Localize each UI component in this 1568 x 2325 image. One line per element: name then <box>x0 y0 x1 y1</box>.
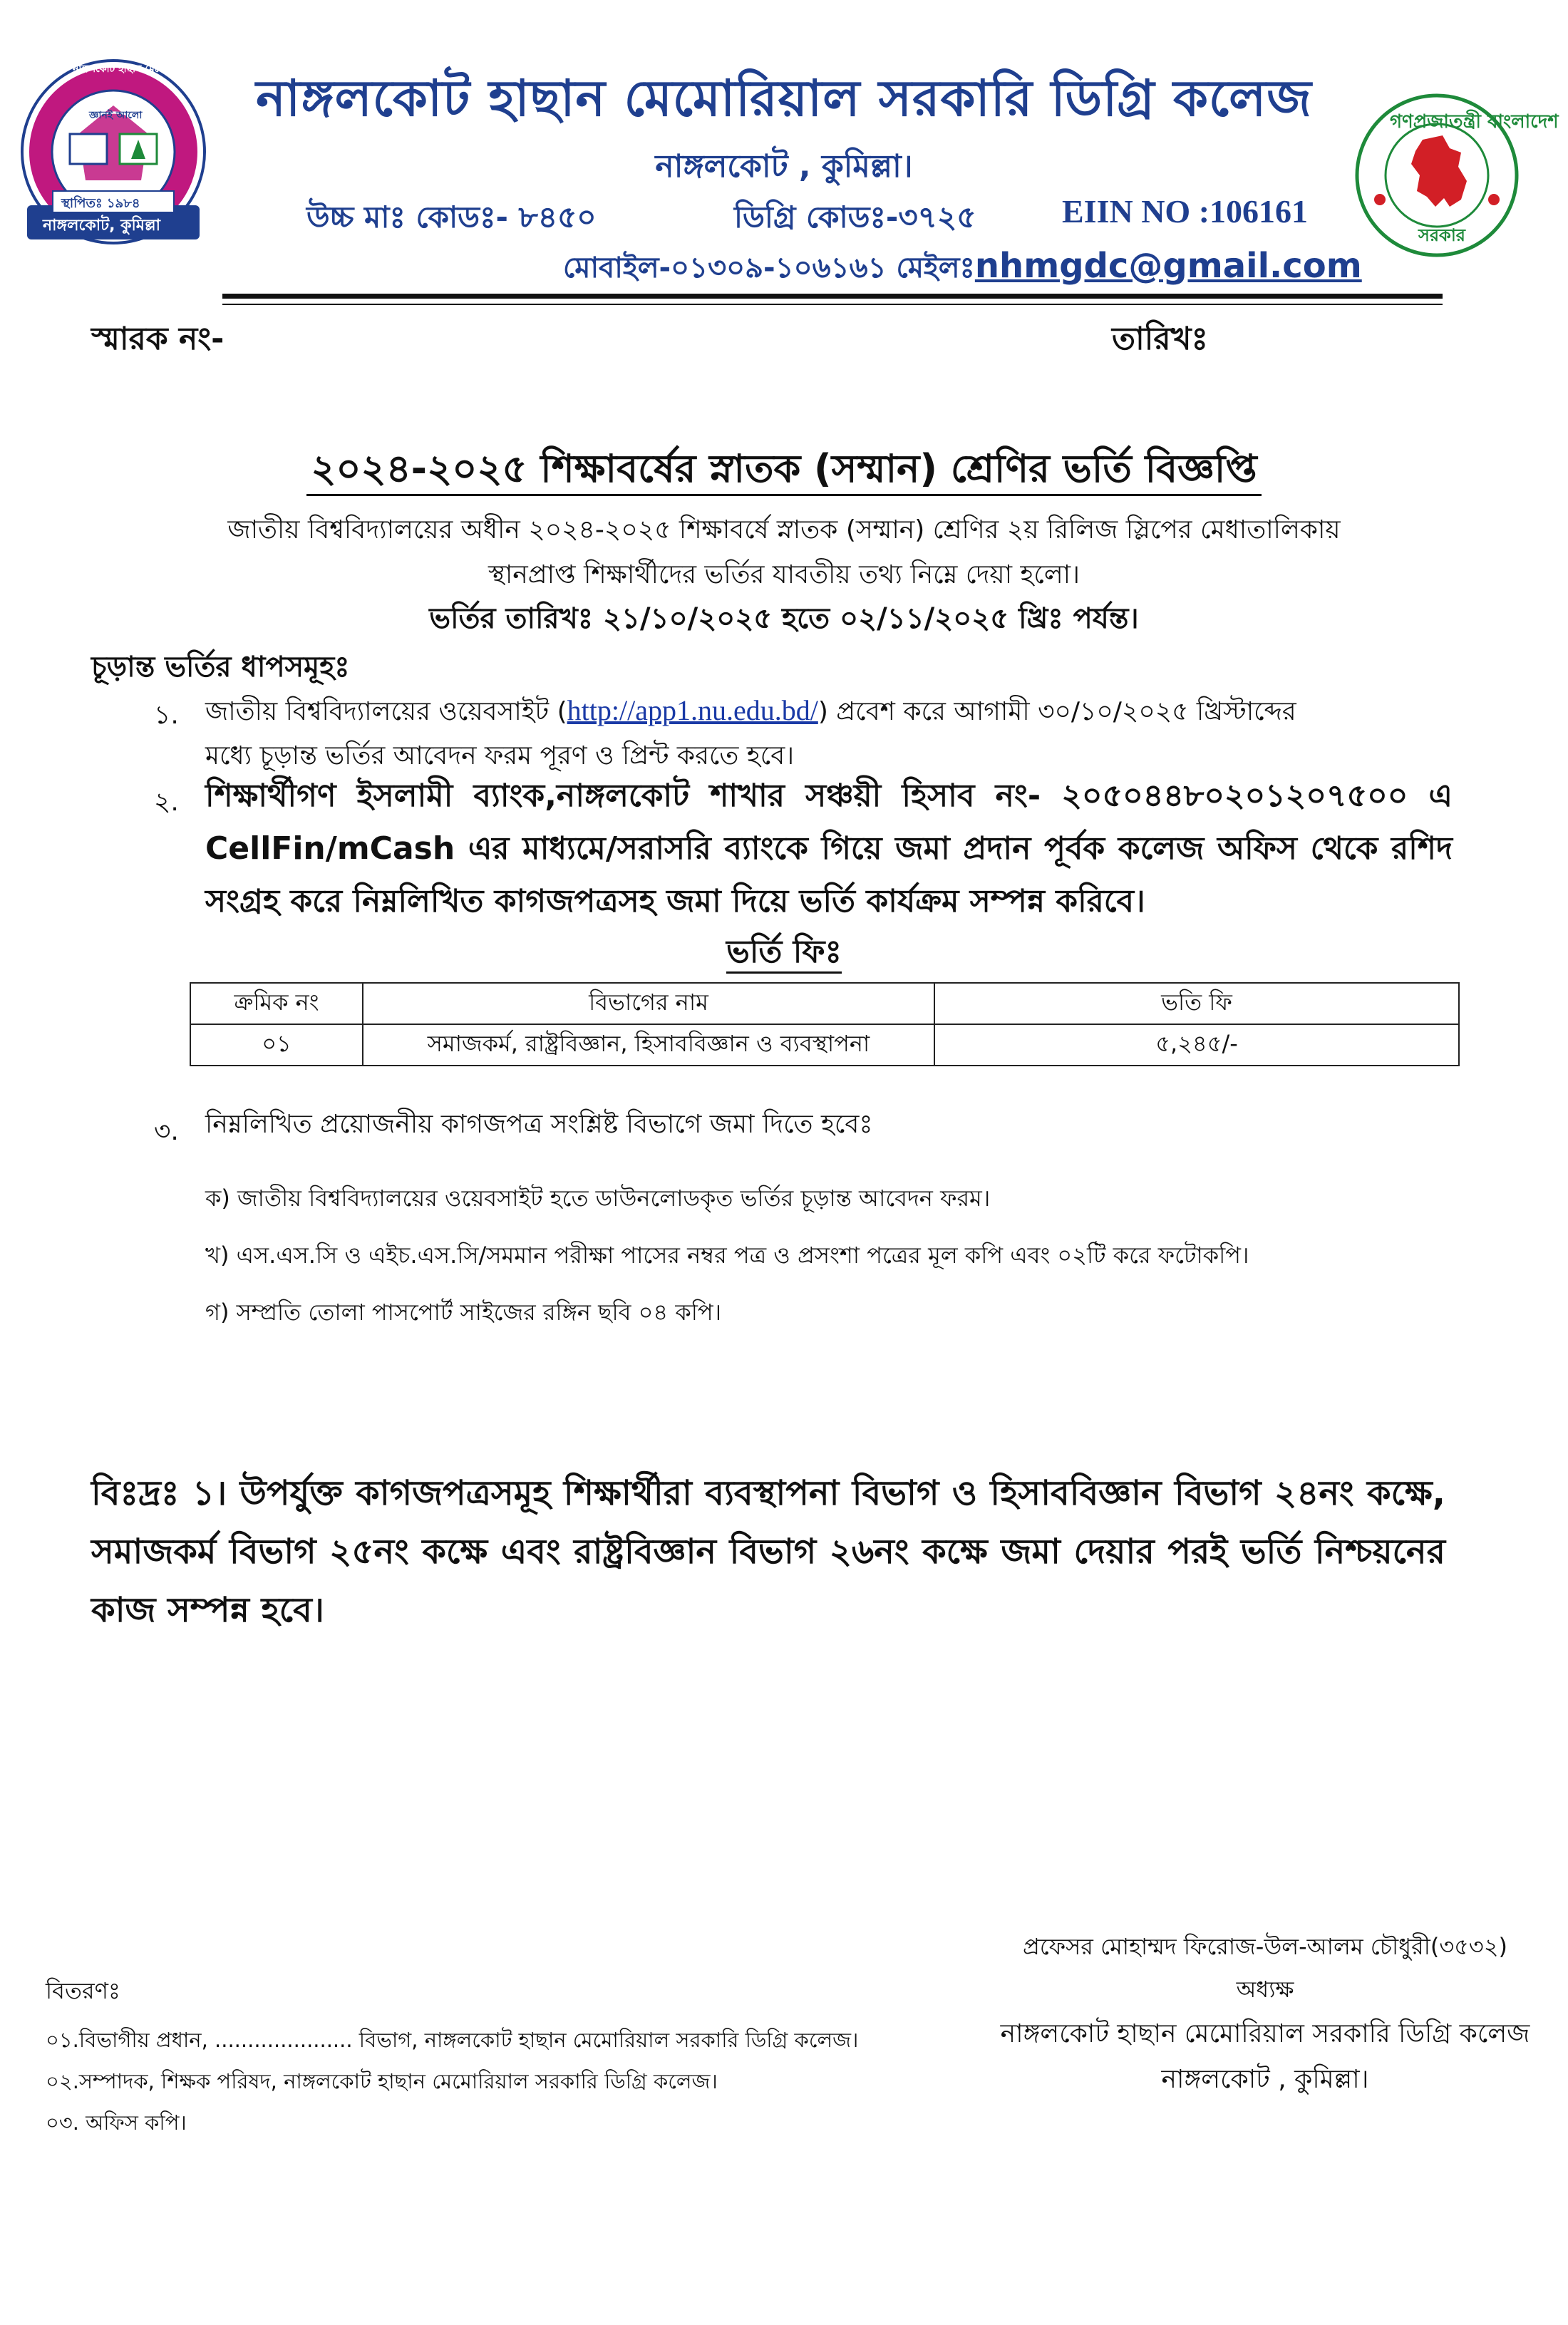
step-2-text: শিক্ষার্থীগণ ইসলামী ব্যাংক,নাঙ্গলকোট শাখার সঞ্চয়ী হিসাব নং- ২০৫০৪৪৮০২০১২০৭৫০০ এ CellFin/mCash এর মাধ্যমে/সরাসরি ব্যাংকে গিয়ে জমা প্রদান পূর্বক কলেজ অফিস থেকে রশিদ সংগ্রহ করে নিম্নলিখিত কাগজপত্রসহ জমা দিয়ে ভর্তি কার্যক্রম সম্পন্ন করিবে। <box>205 778 1453 919</box>
header-divider-thick <box>222 294 1443 299</box>
admission-date: ভর্তির তারিখঃ ২১/১০/২০২৫ হতে ০২/১১/২০২৫ খ্রিঃ পর্যন্ত। <box>429 602 1139 635</box>
signature-place: নাঙ্গলকোট , কুমিল্লা। <box>1161 2065 1369 2094</box>
logo-place: নাঙ্গলকোট, কুমিল্লা <box>43 217 161 234</box>
signature-college: নাঙ্গলকোট হাছান মেমোরিয়াল সরকারি ডিগ্রি কলেজ <box>1000 2019 1530 2048</box>
fee-header-serial: ক্রমিক নং <box>190 983 363 1024</box>
list-item: ০১.বিভাগীয় প্রধান, ..................... বিভাগ, নাঙ্গলকোট হাছান মেমোরিয়াল সরকারি ডিগ্রি কলেজ। <box>46 2028 859 2052</box>
principal-name: প্রফেসর মোহাম্মদ ফিরোজ-উল-আলম চৌধুরী(৩৫৩২) <box>1022 1933 1508 1960</box>
logo-motto: জ্ঞানই আলো <box>89 110 143 121</box>
fee-title-text: ভর্তি ফিঃ <box>726 934 842 974</box>
document-item-a: ক) জাতীয় বিশ্ববিদ্যালয়ের ওয়েবসাইট হতে ডাউনলোডকৃত ভর্তির চূড়ান্ত আবেদন ফরম। <box>205 1185 991 1212</box>
fee-title <box>0 928 1568 980</box>
eiin-number: EIIN NO :106161 <box>1062 193 1309 230</box>
logo-established: স্থাপিতঃ ১৯৮৪ <box>61 196 140 211</box>
college-address: নাঙ্গলকোট , কুমিল্লা। <box>655 148 913 185</box>
step-1-line-2: মধ্যে চূড়ান্ত ভর্তির আবেদন ফরম পূরণ ও প্রিন্ট করতে হবে। <box>205 741 795 770</box>
table-row <box>190 1024 1459 1066</box>
memo-number-label: স্মারক নং- <box>91 321 225 357</box>
fee-header-department: বিভাগের নাম <box>363 983 934 1024</box>
step-2-number: ২. <box>154 788 179 817</box>
step-3-number: ৩. <box>154 1117 179 1146</box>
seal-bottom-text: সরকার <box>1418 225 1466 245</box>
step-1-after: ) প্রবেশ করে আগামী ৩০/১০/২০২৫ খ্রিস্টাব্দের <box>817 697 1296 726</box>
mobile-text: মোবাইল-০১৩০৯-১০৬১৬১ মেইলঃ <box>563 252 975 284</box>
fee-cell-department: সমাজকর্ম, রাষ্ট্রবিজ্ঞান, হিসাববিজ্ঞান ও ব্যবস্থাপনা <box>363 1024 934 1066</box>
notice-title-text: ২০২৪-২০২৫ শিক্ষাবর্ষের স্নাতক (সম্মান) শ্রেণির ভর্তি বিজ্ঞপ্তি <box>306 446 1261 496</box>
notice-intro <box>86 507 1482 597</box>
fee-table-header-row <box>190 983 1459 1024</box>
step-1-text <box>205 689 1460 778</box>
hsc-code: উচ্চ মাঃ কোডঃ- ৮৪৫০ <box>306 200 597 234</box>
principal-designation: অধ্যক্ষ <box>1236 1976 1294 2003</box>
notice-title <box>0 439 1568 503</box>
nu-website-link[interactable]: http://app1.nu.edu.bd/ <box>567 694 818 726</box>
email-link[interactable]: nhmgdc@gmail.com <box>974 246 1362 286</box>
note-paragraph: বিঃদ্রঃ ১। উপর্যুক্ত কাগজপত্রসমূহ শিক্ষার্থীরা ব্যবস্থাপনা বিভাগ ও হিসাববিজ্ঞান বিভাগ ২৪নং কক্ষে, সমাজকর্ম বিভাগ ২৫নং কক্ষে এবং রাষ্ট্রবিজ্ঞান বিভাগ ২৬নং কক্ষে জমা দেয়ার পরই ভর্তি নিশ্চয়নের কাজ সম্পন্ন হবে। <box>91 1473 1445 1630</box>
fee-table <box>190 982 1460 1066</box>
degree-code: ডিগ্রি কোডঃ-৩৭২৫ <box>734 200 976 234</box>
college-name: নাঙ্গলকোট হাছান মেমোরিয়াল সরকারি ডিগ্রি কলেজ <box>256 69 1312 128</box>
document-item-b: খ) এস.এস.সি ও এইচ.এস.সি/সমমান পরীক্ষা পাসের নম্বর পত্র ও প্রসংশা পত্রের মূল কপি এবং ০২টি করে ফটোকপি। <box>205 1242 1249 1269</box>
step-1-number: ১. <box>154 701 179 730</box>
logo-ring-text: নাঙ্গলকোট হাছান মেমোরিয়াল সরকারি ডিগ্রি কলেজ <box>73 63 280 75</box>
step-3-text: নিম্নলিখিত প্রয়োজনীয় কাগজপত্র সংশ্লিষ্ট বিভাগে জমা দিতে হবেঃ <box>205 1110 873 1139</box>
fee-cell-serial: ০১ <box>190 1024 363 1066</box>
intro-line-1: জাতীয় বিশ্ববিদ্যালয়ের অধীন ২০২৪-২০২৫ শিক্ষাবর্ষে স্নাতক (সম্মান) শ্রেণির ২য় রিলিজ স্লিপের মেধাতালিকায় <box>227 515 1341 545</box>
intro-line-2: স্থানপ্রাপ্ত শিক্ষার্থীদের ভর্তির যাবতীয় তথ্য নিম্নে দেয়া হলো। <box>488 560 1080 589</box>
contact-line <box>563 245 1362 293</box>
fee-header-amount: ভতি ফি <box>934 983 1459 1024</box>
step-1-before: জাতীয় বিশ্ববিদ্যালয়ের ওয়েবসাইট ( <box>205 697 567 726</box>
list-item: ০২.সম্পাদক, শিক্ষক পরিষদ, নাঙ্গলকোট হাছান মেমোরিয়াল সরকারি ডিগ্রি কলেজ। <box>46 2069 718 2093</box>
fee-cell-amount: ৫,২৪৫/- <box>934 1024 1459 1066</box>
steps-heading: চূড়ান্ত ভর্তির ধাপসমূহঃ <box>91 651 350 684</box>
header-divider-thin <box>222 304 1443 305</box>
seal-ring-text: গণপ্রজাতন্ত্রী বাংলাদেশ <box>1390 111 1559 133</box>
list-item: ০৩. অফিস কপি। <box>46 2110 187 2135</box>
date-label: তারিখঃ <box>1112 321 1208 357</box>
document-item-c: গ) সম্প্রতি তোলা পাসপোর্ট সাইজের রঙ্গিন ছবি ০৪ কপি। <box>205 1299 722 1326</box>
distribution-heading: বিতরণঃ <box>46 1977 120 2004</box>
